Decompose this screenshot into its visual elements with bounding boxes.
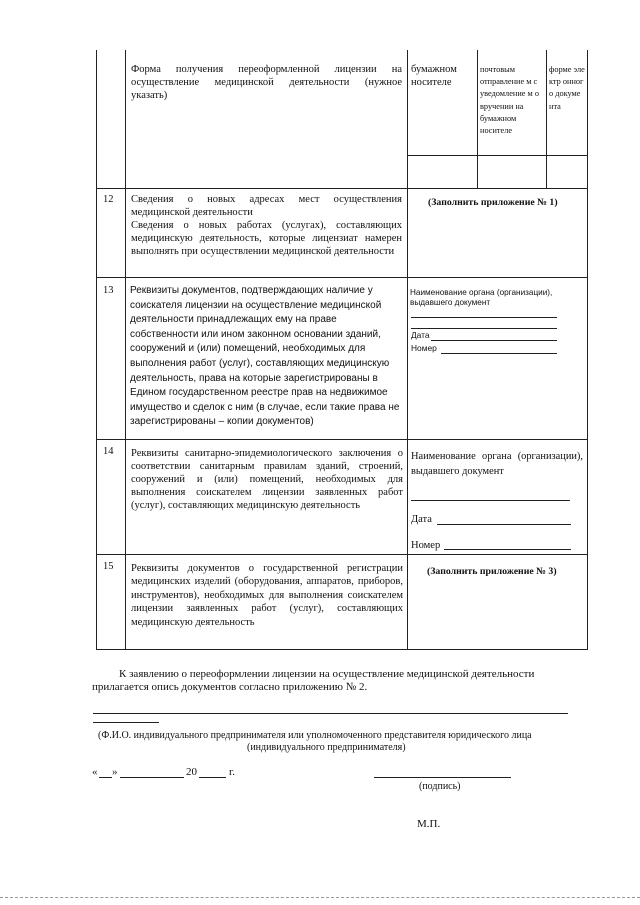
row-description: Реквизиты санитарно-эпидемиологического заключения о соответствии санитарным правилам зданий, строений, сооружений и (или) помещений, необходимых для выполнения соискателем лицензии заявленных работ (услуг), составляющих медицинскую деятельность [131, 448, 403, 512]
number-label: Номер [411, 540, 441, 551]
row-description: Реквизиты документов о государственной регистрации медицинских изделий (оборудования, аппаратов, приборов, инструментов), необходимых для выполнения соискателем лицензии заявленных работ (услуг), составляющих медицинскую деятельность [131, 563, 403, 628]
option-paper[interactable]: бумажном носителе [411, 64, 457, 88]
signer-caption: (Ф.И.О. индивидуального предпринимателя или уполномоченного представителя юридического лица [98, 730, 532, 741]
row-number: 14 [103, 446, 114, 457]
year-suffix: г. [229, 766, 236, 778]
attachment-note: К заявлению о переоформлении лицензии на осуществление медицинской деятельности [119, 668, 535, 680]
option-mail[interactable]: почтовым отправление м с уведомление м о вручении на бумажном носителе [480, 65, 539, 136]
date-field[interactable] [437, 524, 571, 525]
stamp-label: М.П. [417, 818, 441, 830]
issuing-org-field-2[interactable] [411, 328, 557, 329]
option-electronic[interactable]: форме электр онного докуме нта [549, 65, 585, 111]
signer-name-field[interactable] [93, 713, 568, 714]
row-number: 13 [103, 285, 114, 296]
date-label: Дата [411, 514, 432, 525]
attachment-note-cont: прилагается опись документов согласно приложению № 2. [92, 681, 368, 693]
fill-appendix-3: (Заполнить приложение № 3) [427, 566, 557, 577]
signature-field[interactable] [374, 777, 511, 778]
row-number: 12 [103, 194, 114, 205]
number-field[interactable] [441, 353, 557, 354]
day-field[interactable] [99, 777, 112, 778]
month-field[interactable] [120, 777, 184, 778]
issuing-org-label: Наименование органа (организации), выдавшего документ [410, 288, 553, 308]
quote-open: « [92, 766, 98, 778]
row-description: Сведения о новых адресах мест осуществления медицинской деятельности [131, 194, 402, 219]
signer-name-field-short[interactable] [93, 722, 159, 723]
row-description: Форма получения переоформленной лицензии на осуществление медицинской деятельности (нужное указать) [131, 64, 402, 102]
signature-caption: (подпись) [419, 781, 461, 792]
row-number: 15 [103, 561, 114, 572]
fill-appendix-1: (Заполнить приложение № 1) [428, 197, 558, 208]
row-description: Реквизиты документов, подтверждающих наличие у соискателя лицензии на осуществление медицинской деятельности принадлежащих ему на праве собственности или ином законном основании зданий, сооружений и (или) помещений, необходимых для выполнения работ (услуг), составляющих медицинскую деятельность, права на которые зарегистрированы в Едином государственном реестре прав на недвижимое имущество и сделок с ним (в случае, если такие права не зарегистрированы – копии документов) [130, 285, 400, 428]
year-prefix: 20 [186, 766, 197, 778]
issuing-org-field[interactable] [411, 317, 557, 318]
page-edge-divider [0, 897, 640, 898]
date-field[interactable] [431, 340, 557, 341]
signer-caption-cont: (индивидуального предпринимателя) [247, 742, 406, 753]
quote-close: » [112, 766, 118, 778]
row-description-extra: Сведения о новых работах (услугах), составляющих медицинскую деятельность, которые лицензиат намерен выполнять при осуществлении медицинской деятельности [131, 220, 402, 258]
year-field[interactable] [199, 777, 226, 778]
issuing-org-label: Наименование органа (организации), выдавшего документ [411, 451, 583, 477]
date-label: Дата [411, 330, 430, 340]
number-field[interactable] [444, 549, 571, 550]
number-label: Номер [411, 343, 437, 353]
issuing-org-field[interactable] [411, 500, 570, 501]
